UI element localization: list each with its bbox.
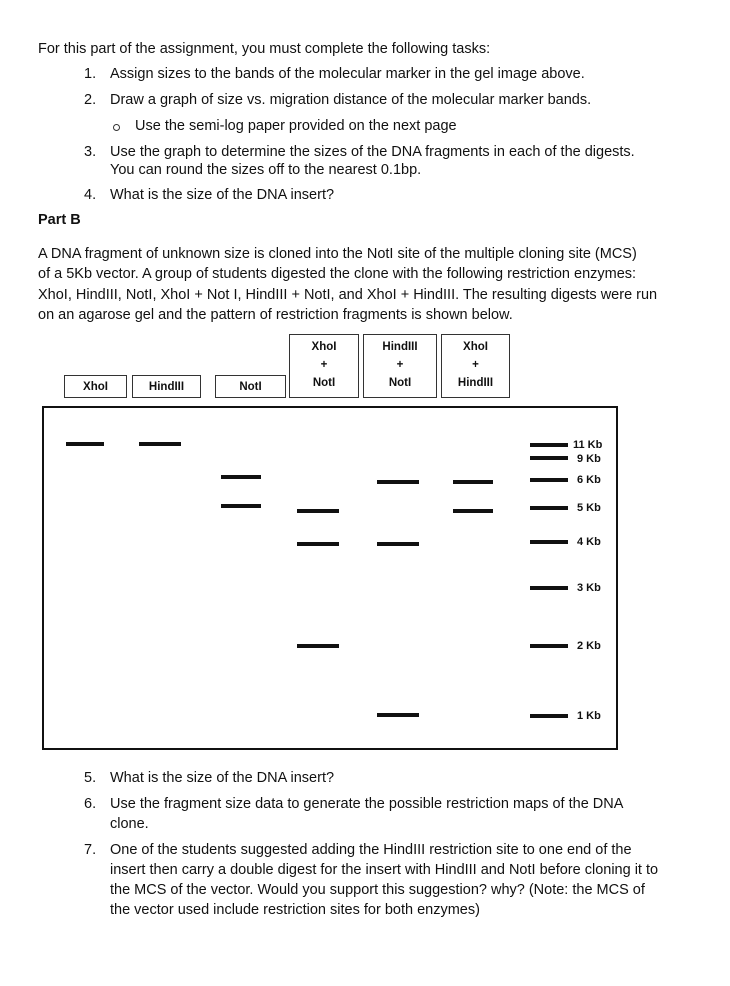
lane-label-hindiii: HindIII <box>132 375 201 398</box>
marker-band <box>530 644 568 648</box>
lane-label-hindiii-noti-line1: HindIII <box>382 341 418 353</box>
marker-label-6kb: 6 Kb <box>577 474 601 486</box>
lane-label-hindiii-noti-plus: + <box>396 359 404 371</box>
lane-label-noti: NotI <box>215 375 286 398</box>
marker-label-2kb: 2 Kb <box>577 640 601 652</box>
question-5-text: What is the size of the DNA insert? <box>110 770 335 786</box>
task-4-number: 4. <box>84 187 97 203</box>
paragraph-line-3: XhoI, HindIII, NotI, XhoI + Not I, HindIII + NotI, and XhoI + HindIII. The resulting digests were run <box>38 287 658 303</box>
gel-band <box>221 475 261 479</box>
task-2-number: 2. <box>84 92 97 108</box>
lane-label-xhoi: XhoI <box>64 375 127 398</box>
gel-band <box>377 480 419 484</box>
gel-band <box>139 442 181 446</box>
lane-label-hindiii-noti <box>363 334 437 398</box>
gel-band <box>297 509 339 513</box>
question-6-line-2: clone. <box>110 816 149 832</box>
gel-band <box>453 509 493 513</box>
gel-band <box>66 442 104 446</box>
question-5-number: 5. <box>84 770 97 786</box>
question-7-line-1: One of the students suggested adding the HindIII restriction site to one end of the <box>110 842 632 858</box>
lane-label-xhoi-hindiii-line1: XhoI <box>463 341 488 353</box>
task-1-text: Assign sizes to the bands of the molecular marker in the gel image above. <box>110 66 585 82</box>
marker-band <box>530 714 568 718</box>
paragraph-line-4: on an agarose gel and the pattern of restriction fragments is shown below. <box>38 307 513 323</box>
marker-label-9kb: 9 Kb <box>577 453 601 465</box>
gel-band <box>377 713 419 717</box>
lane-label-xhoi-hindiii-plus: + <box>472 359 479 371</box>
question-7-line-2: insert then carry a double digest for the insert with HindIII and NotI before cloning it to <box>110 862 659 878</box>
lane-label-xhoi-hindiii-line2: HindIII <box>457 377 494 389</box>
lane-label-xhoi-hindiii <box>441 334 510 398</box>
question-6-number: 6. <box>84 796 97 812</box>
gel-band <box>297 644 339 648</box>
lane-label-hindiii-noti-line2: NotI <box>388 377 412 389</box>
marker-label-1kb: 1 Kb <box>577 710 601 722</box>
question-7-line-4: the vector used include restriction sites for both enzymes) <box>110 902 480 918</box>
marker-band <box>530 478 568 482</box>
marker-label-3kb: 3 Kb <box>577 582 601 594</box>
task-3-continuation: You can round the sizes off to the nearest 0.1bp. <box>110 162 422 178</box>
paragraph-line-1: A DNA fragment of unknown size is cloned into the NotI site of the multiple cloning site (MCS) <box>38 246 637 262</box>
marker-label-4kb: 4 Kb <box>577 536 601 548</box>
marker-label-5kb: 5 Kb <box>577 502 601 514</box>
intro-text: For this part of the assignment, you must complete the following tasks: <box>38 41 491 57</box>
question-6-line-1: Use the fragment size data to generate the possible restriction maps of the DNA <box>110 796 624 812</box>
paragraph-line-2: of a 5Kb vector. A group of students digested the clone with the following restriction enzymes: <box>38 266 637 282</box>
lane-label-xhoi-noti-line1: XhoI <box>311 341 337 353</box>
gel-band <box>297 542 339 546</box>
gel-band <box>221 504 261 508</box>
marker-band <box>530 443 568 447</box>
sub-bullet-icon <box>113 124 120 131</box>
task-2-subitem: Use the semi-log paper provided on the next page <box>135 118 457 134</box>
marker-band <box>530 456 568 460</box>
marker-label-11kb: 11 Kb <box>573 439 603 451</box>
task-4-text: What is the size of the DNA insert? <box>110 187 335 203</box>
marker-band <box>530 540 568 544</box>
part-b-heading: Part B <box>38 212 81 228</box>
gel-band <box>377 542 419 546</box>
lane-label-xhoi-noti-line2: NotI <box>312 377 336 389</box>
question-7-number: 7. <box>84 842 97 858</box>
task-3-text: Use the graph to determine the sizes of the DNA fragments in each of the digests. <box>110 144 635 160</box>
task-2-text: Draw a graph of size vs. migration distance of the molecular marker bands. <box>110 92 592 108</box>
lane-label-xhoi-noti <box>289 334 359 398</box>
lane-label-xhoi-noti-plus: + <box>320 359 328 371</box>
task-1-number: 1. <box>84 66 97 82</box>
gel-band <box>453 480 493 484</box>
marker-band <box>530 586 568 590</box>
question-7-line-3: the MCS of the vector. Would you support this suggestion? why? (Note: the MCS of <box>110 882 645 898</box>
task-3-number: 3. <box>84 144 97 160</box>
gel-image <box>42 406 618 750</box>
marker-band <box>530 506 568 510</box>
